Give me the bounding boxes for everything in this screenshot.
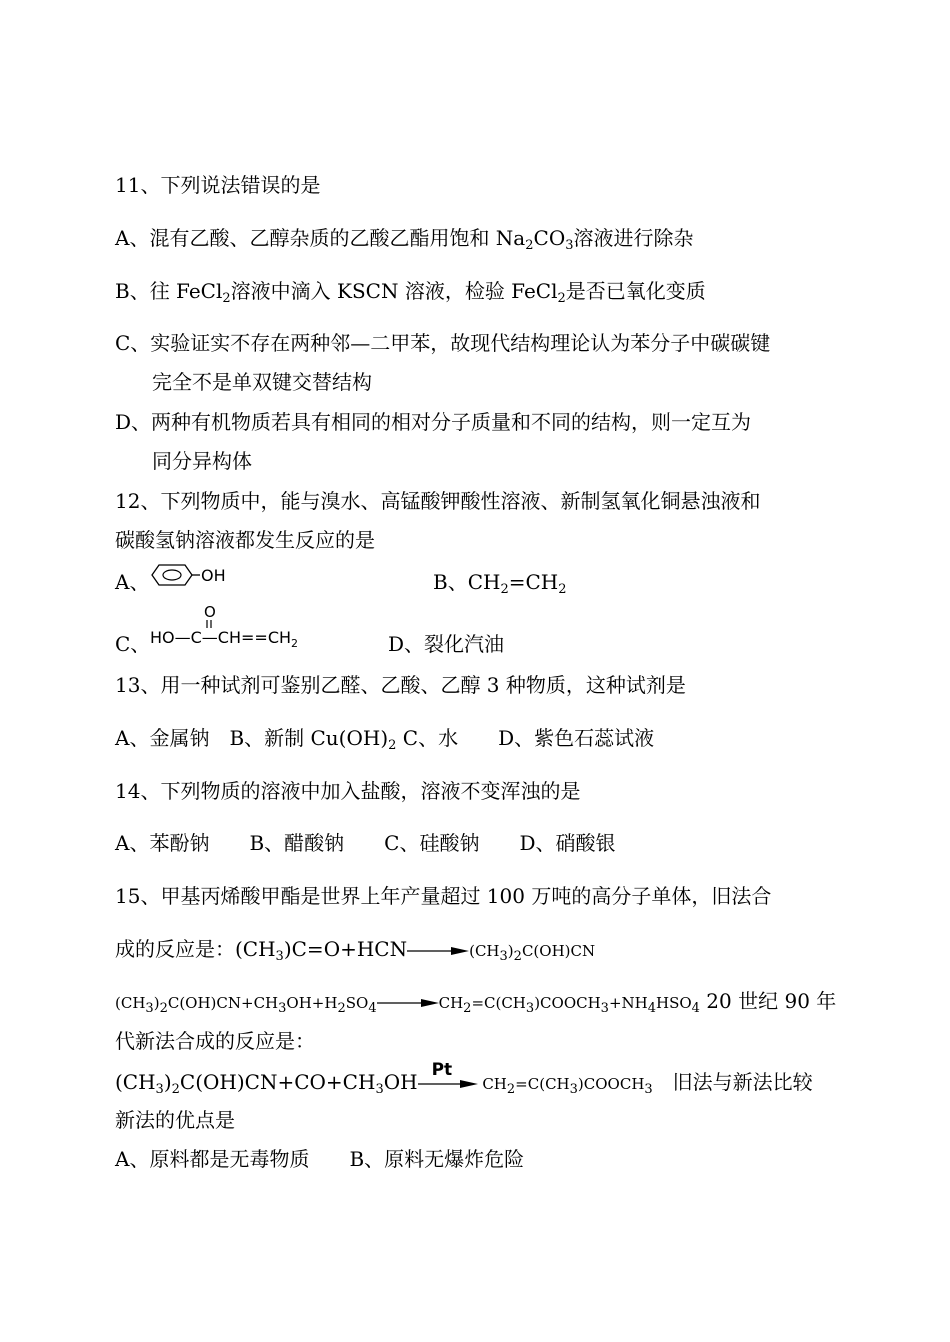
q13-options: A、金属钠 B、新制 $Cu(OH)_2$ C、水 D、紫色石蕊试液 [115, 726, 655, 753]
q15-options: A、原料都是无毒物质 B、原料无爆炸危险 [115, 1147, 525, 1171]
reaction-arrow-icon [407, 945, 469, 957]
q15-stem: 15、甲基丙烯酸甲酯是世界上年产量超过 100 万吨的高分子单体，旧法合 [115, 884, 772, 908]
q12-option-c-label: C、 [115, 632, 151, 656]
reaction-arrow-icon [418, 1078, 478, 1090]
q12-option-b: B、$CH_2=CH_2$ [433, 570, 567, 597]
q15-old-reaction-2: $(CH_3)_2C(OH)CN+CH_3OH+H_2SO_4$ $CH_2=C(CH_3)COOCH_3+NH_4HSO_4$ 20 世纪 90 年 [115, 989, 837, 1016]
q12-option-a-label: A、 [115, 570, 150, 594]
hydroxyl-label: OH [201, 566, 226, 585]
q15-new-reaction: $(CH_3)_2C(OH)CN+CO+CH_3OH$ Pt $CH_2=C(CH_3)COOCH_3$ 旧法与新法比较 [115, 1059, 813, 1097]
q11-option-d-line1: D、两种有机物质若具有相同的相对分子质量和不同的结构，则一定互为 [115, 410, 752, 434]
carbonyl-oxygen-label: O [204, 603, 216, 621]
q14-options: A、苯酚钠 B、醋酸钠 C、硅酸钠 D、硝酸银 [115, 831, 616, 855]
q11-option-d-line2: 同分异构体 [152, 449, 252, 473]
q11-option-a: A、混有乙酸、乙醇杂质的乙酸乙酯用饱和 $Na_2CO_3$溶液进行除杂 [115, 226, 694, 253]
q12-option-d: D、裂化汽油 [388, 632, 505, 656]
catalyst-label: Pt [431, 1059, 453, 1080]
aromatic-circle [163, 570, 181, 580]
benzene-ring [152, 565, 192, 585]
q11-option-b: B、往 FeCl$_2$溶液中滴入 KSCN 溶液，检验 FeCl$_2$是否已氧化变质 [115, 279, 706, 306]
q15-old-reaction-1: 成的反应是：$(CH_3)C=O+HCN$ $(CH_3)_2C(OH)CN$ [115, 937, 596, 964]
q11-stem: 11、下列说法错误的是 [115, 173, 321, 197]
acrylic-acid-structure [148, 600, 338, 650]
q13-stem: 13、用一种试剂可鉴别乙醛、乙酸、乙醇 3 种物质，这种试剂是 [115, 673, 686, 697]
q12-stem-line1: 12、下列物质中，能与溴水、高锰酸钾酸性溶液、新制氢氧化铜悬浊液和 [115, 489, 761, 513]
reaction-arrow-icon [377, 997, 439, 1009]
q11-option-c-line1: C、实验证实不存在两种邻—二甲苯，故现代结构理论认为苯分子中碳碳键 [115, 331, 771, 355]
q14-stem: 14、下列物质的溶液中加入盐酸，溶液不变浑浊的是 [115, 779, 581, 803]
q11-option-c-line2: 完全不是单双键交替结构 [152, 370, 372, 394]
q15-stem-end: 新法的优点是 [115, 1108, 235, 1132]
catalyst-arrow [418, 1059, 478, 1096]
q12-stem-line2: 碳酸氢钠溶液都发生反应的是 [115, 528, 375, 552]
phenol-structure [148, 562, 238, 588]
q15-new-method-intro: 代新法合成的反应是： [115, 1029, 315, 1053]
chain-label: $HO—C—CH==CH_2$ [150, 628, 299, 650]
